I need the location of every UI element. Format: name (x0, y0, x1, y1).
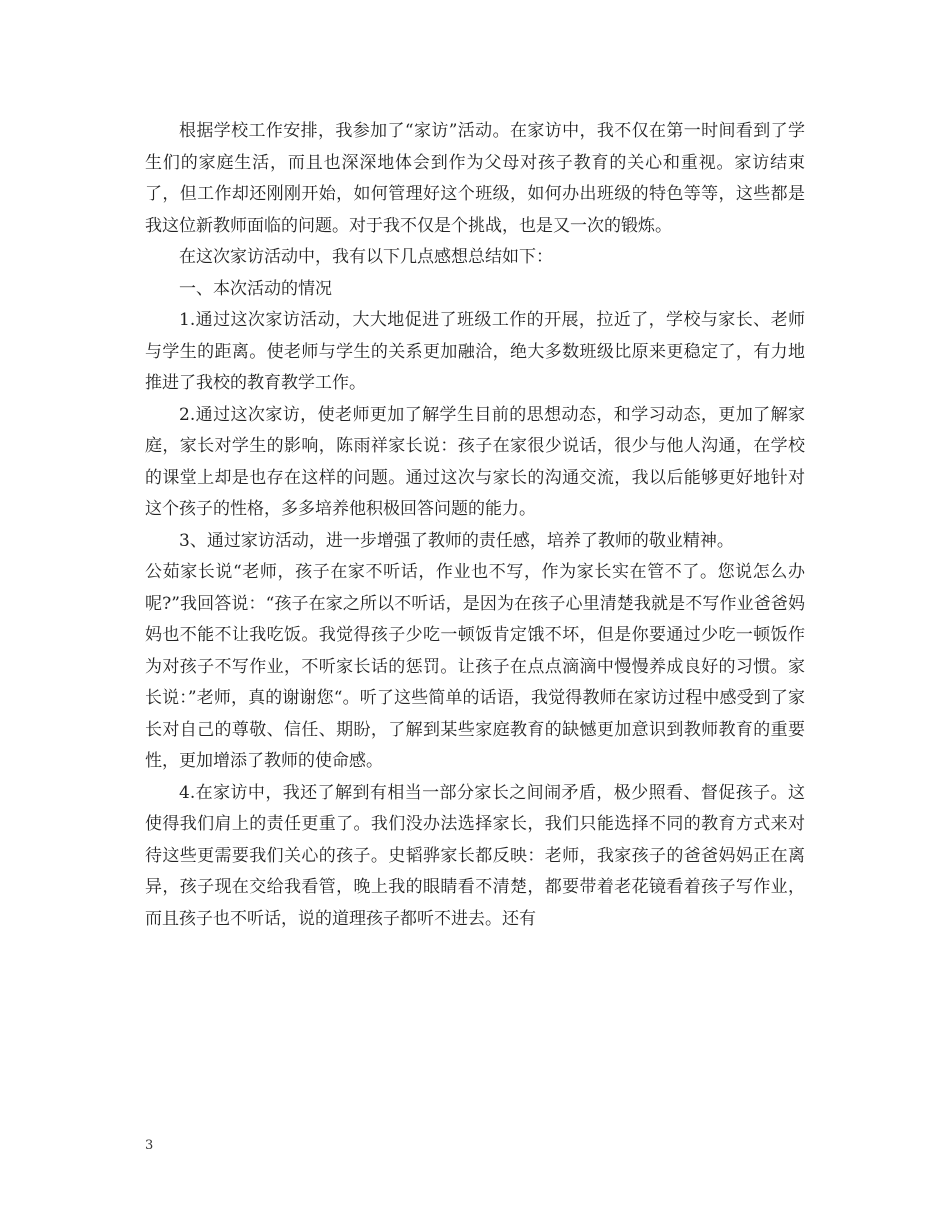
page-number: 3 (145, 1138, 154, 1153)
paragraph-point-2: 2.通过这次家访，使老师更加了解学生目前的思想动态，和学习动态，更加了解家庭，家长对学生的影响，陈雨祥家长说：孩子在家很少说话，很少与他人沟通，在学校的课堂上却是也存在这样的问题。通过这次与家长的沟通交流，我以后能够更好地针对这个孩子的性格，多多培养他积极回答问题的能力。 (145, 404, 805, 519)
paragraph-point-4: 4.在家访中，我还了解到有相当一部分家长之间闹矛盾，极少照看、督促孩子。这使得我们肩上的责任更重了。我们没办法选择家长，我们只能选择不同的教育方式来对待这些更需要我们关心的孩子。史韬骅家长都反映：老师，我家孩子的爸爸妈妈正在离异，孩子现在交给我看管，晚上我的眼睛看不清楚，都要带着老花镜看着孩子写作业，而且孩子也不听话，说的道理孩子都听不进去。还有 (145, 782, 805, 929)
paragraph-point-1: 1.通过这次家访活动，大大地促进了班级工作的开展，拉近了，学校与家长、老师与学生的距离。使老师与学生的关系更加融洽，绝大多数班级比原来更稳定了，有力地推进了我校的教育教学工作。 (145, 310, 805, 393)
paragraph-summary-lead: 在这次家访活动中，我有以下几点感想总结如下： (179, 247, 553, 267)
paragraph-point-3: 3、通过家访活动，进一步增强了教师的责任感，培养了教师的敬业精神。 (179, 530, 734, 551)
section-heading-activity: 一、本次活动的情况 (179, 278, 332, 299)
paragraph-intro: 根据学校工作安排，我参加了“家访”活动。在家访中，我不仅在第一时间看到了学生们的家庭生活，而且也深深地体会到作为父母对孩子教育的关心和重视。家访结束了，但工作却还刚刚开始，如何管理好这个班级，如何办出班级的特色等等，这些都是我这位新教师面临的问题。对于我不仅是个挑战，也是又一次的锻炼。 (145, 121, 805, 236)
paragraph-point-3-detail: 公茹家长说“老师，孩子在家不听话，作业也不写，作为家长实在管不了。您说怎么办呢?”我回答说：“孩子在家之所以不听话，是因为在孩子心里清楚我就是不写作业爸爸妈妈也不能不让我吃饭。我觉得孩子少吃一顿饭肯定饿不坏，但是你要通过少吃一顿饭作为对孩子不写作业，不听家长话的惩罚。让孩子在点点滴滴中慢慢养成良好的习惯。家长说：”老师，真的谢谢您“。听了这些简单的话语，我觉得教师在家访过程中感受到了家长对自己的尊敬、信任、期盼，了解到某些家庭教育的缺憾更加意识到教师教育的重要性，更加增添了教师的使命感。 (145, 562, 805, 771)
document-body (145, 116, 805, 935)
